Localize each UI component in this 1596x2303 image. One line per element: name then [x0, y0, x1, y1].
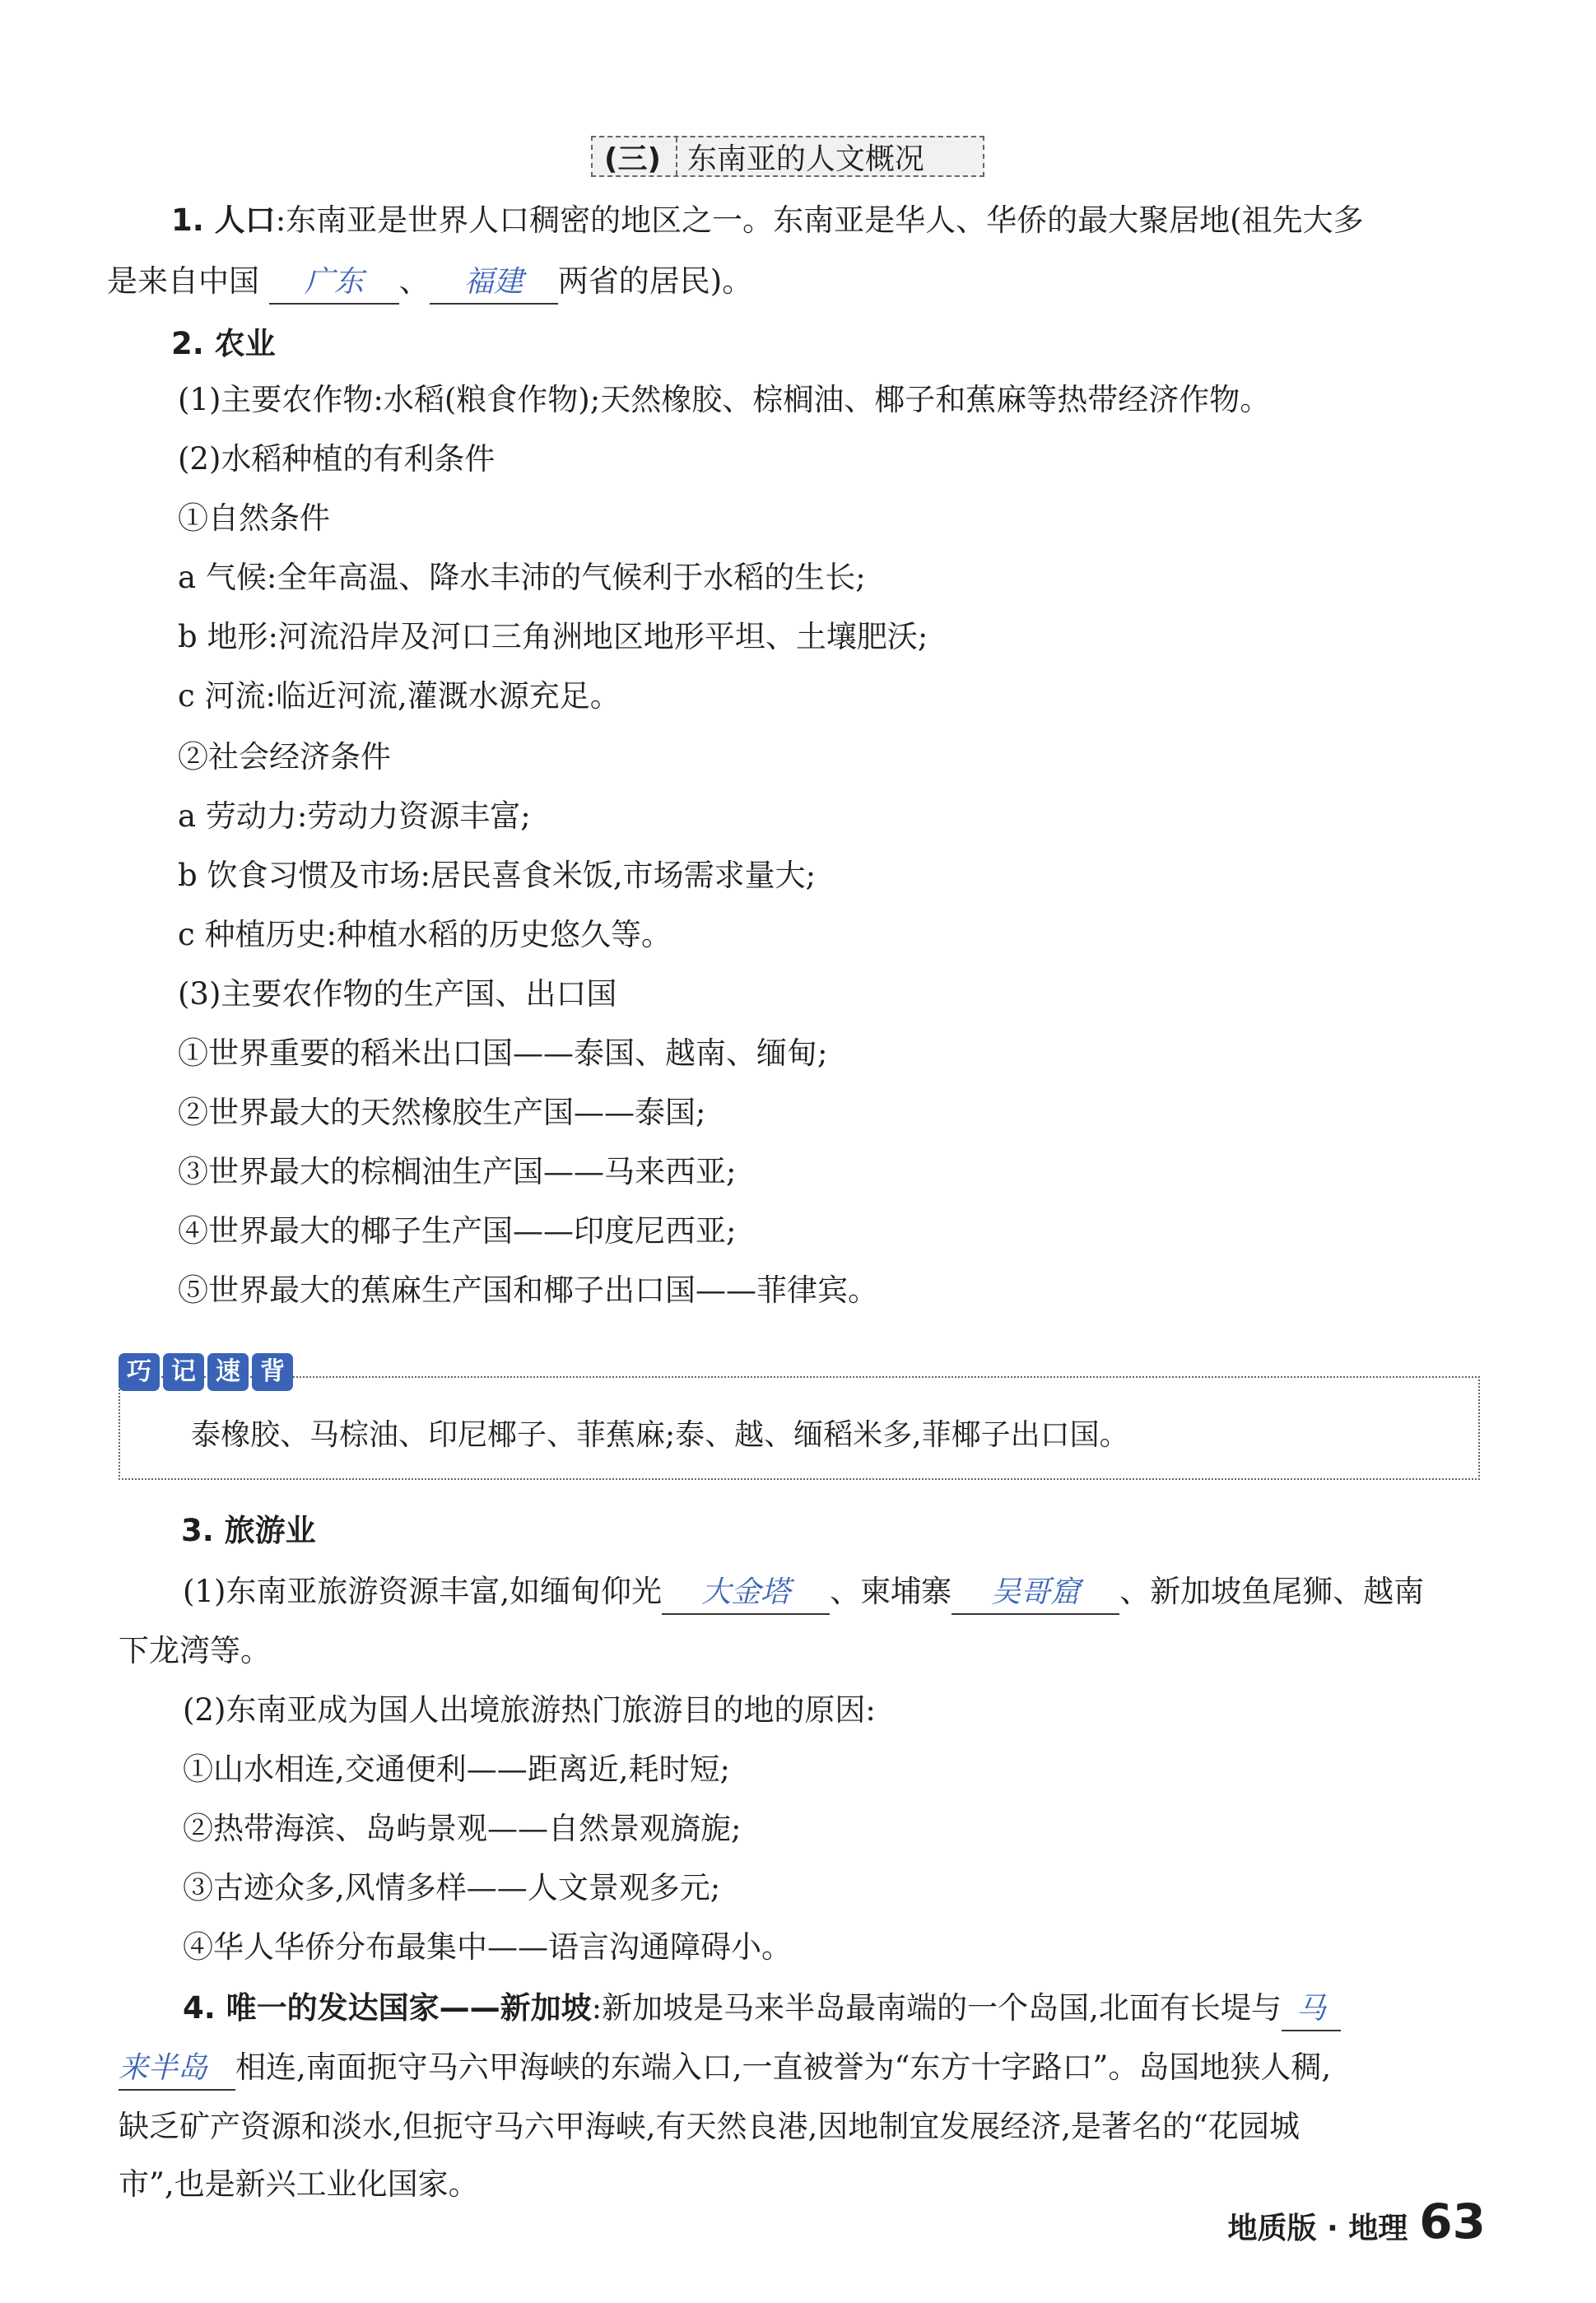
tip-label-char: 速 [207, 1353, 249, 1391]
fill-blank-guangdong: 广东 [269, 262, 399, 305]
agriculture-line: ④世界最大的椰子生产国——印度尼西亚; [178, 1213, 737, 1249]
agriculture-line: c 种植历史:种植水稻的历史悠久等。 [178, 917, 672, 952]
agriculture-line: ①世界重要的稻米出口国——泰国、越南、缅甸; [178, 1035, 828, 1071]
tip-label-char: 记 [163, 1353, 204, 1391]
tourism-line: ②热带海滨、岛屿景观——自然景观旖旎; [183, 1811, 742, 1846]
singapore-line-3: 缺乏矿产资源和淡水,但扼守马六甲海峡,有天然良港,因地制宜发展经济,是著名的“花园城 [119, 2109, 1300, 2144]
population-line-2: 是来自中国 广东 、 福建 两省的居民)。 [107, 258, 752, 305]
agriculture-line: (1)主要农作物:水稻(粮食作物);天然橡胶、棕榈油、椰子和蕉麻等热带经济作物。 [178, 382, 1271, 417]
page-footer [1228, 2194, 1486, 2249]
agriculture-line: c 河流:临近河流,灌溉水源充足。 [178, 678, 621, 714]
tip-label-char: 巧 [119, 1353, 160, 1391]
tip-label-char: 背 [252, 1353, 293, 1391]
singapore-heading: 4. 唯一的发达国家——新加坡 [183, 1990, 592, 2026]
tourism-line-2: 下龙湾等。 [119, 1633, 271, 1668]
agriculture-line: ③世界最大的棕榈油生产国——马来西亚; [178, 1154, 737, 1189]
publisher-label: 地质版 · 地理 [1227, 2212, 1408, 2245]
agriculture-line: ②世界最大的天然橡胶生产国——泰国; [178, 1095, 706, 1130]
population-line-1: 1. 人口:东南亚是世界人口稠密的地区之一。东南亚是华人、华侨的最大聚居地(祖先大多 [171, 202, 1364, 238]
agriculture-line: ①自然条件 [178, 500, 330, 536]
tourism-line: ③古迹众多,风情多样——人文景观多元; [183, 1870, 721, 1905]
agriculture-line: a 气候:全年高温、降水丰沛的气候利于水稻的生长; [178, 560, 866, 595]
singapore-line-2: 来半岛 相连,南面扼守马六甲海峡的东端入口,一直被誉为“东方十字路口”。岛国地狭人稠, [119, 2045, 1331, 2091]
agriculture-line: b 地形:河流沿岸及河口三角洲地区地形平坦、土壤肥沃; [178, 619, 928, 654]
fill-blank-shwedagon: 大金塔 [662, 1572, 830, 1615]
agriculture-line: ⑤世界最大的蕉麻生产国和椰子出口国——菲律宾。 [178, 1272, 878, 1308]
agriculture-line: b 饮食习惯及市场:居民喜食米饭,市场需求量大; [178, 858, 817, 893]
population-heading: 1. 人口 [171, 202, 276, 238]
tourism-line-1: (1)东南亚旅游资源丰富,如缅甸仰光 大金塔 、柬埔寨 吴哥窟 、新加坡鱼尾狮、越南 [183, 1569, 1424, 1615]
fill-blank-malay-peninsula-b: 来半岛 [119, 2048, 235, 2091]
memory-tip-text: 泰橡胶、马棕油、印尼椰子、菲蕉麻;泰、越、缅稻米多,菲椰子出口国。 [191, 1418, 1129, 1452]
agriculture-line: (2)水稻种植的有利条件 [178, 441, 496, 477]
section-title: 东南亚的人文概况 [686, 142, 924, 176]
fill-blank-fujian: 福建 [430, 262, 558, 305]
tourism-heading: 3. 旅游业 [181, 1513, 316, 1548]
agriculture-line: (3)主要农作物的生产国、出口国 [178, 976, 617, 1012]
agriculture-line: a 劳动力:劳动力资源丰富; [178, 798, 531, 834]
agriculture-line: ②社会经济条件 [178, 739, 391, 775]
memory-tip-label [119, 1353, 293, 1391]
tourism-line: ④华人华侨分布最集中——语言沟通障碍小。 [183, 1929, 792, 1965]
agriculture-heading: 2. 农业 [171, 326, 276, 361]
fill-blank-malay-peninsula-a: 马 [1282, 1989, 1341, 2031]
singapore-line-1: 4. 唯一的发达国家——新加坡:新加坡是马来半岛最南端的一个岛国,北面有长堤与 马 [183, 1985, 1341, 2031]
singapore-line-4: 市”,也是新兴工业化国家。 [119, 2166, 479, 2202]
tourism-line: ①山水相连,交通便利——距离近,耗时短; [183, 1752, 730, 1787]
tourism-line: (2)东南亚成为国人出境旅游热门旅游目的地的原因: [183, 1692, 876, 1728]
fill-blank-angkor: 吴哥窟 [952, 1572, 1119, 1615]
page-number: 63 [1419, 2194, 1486, 2249]
section-number: (三) [593, 137, 677, 175]
section-heading [591, 136, 984, 177]
